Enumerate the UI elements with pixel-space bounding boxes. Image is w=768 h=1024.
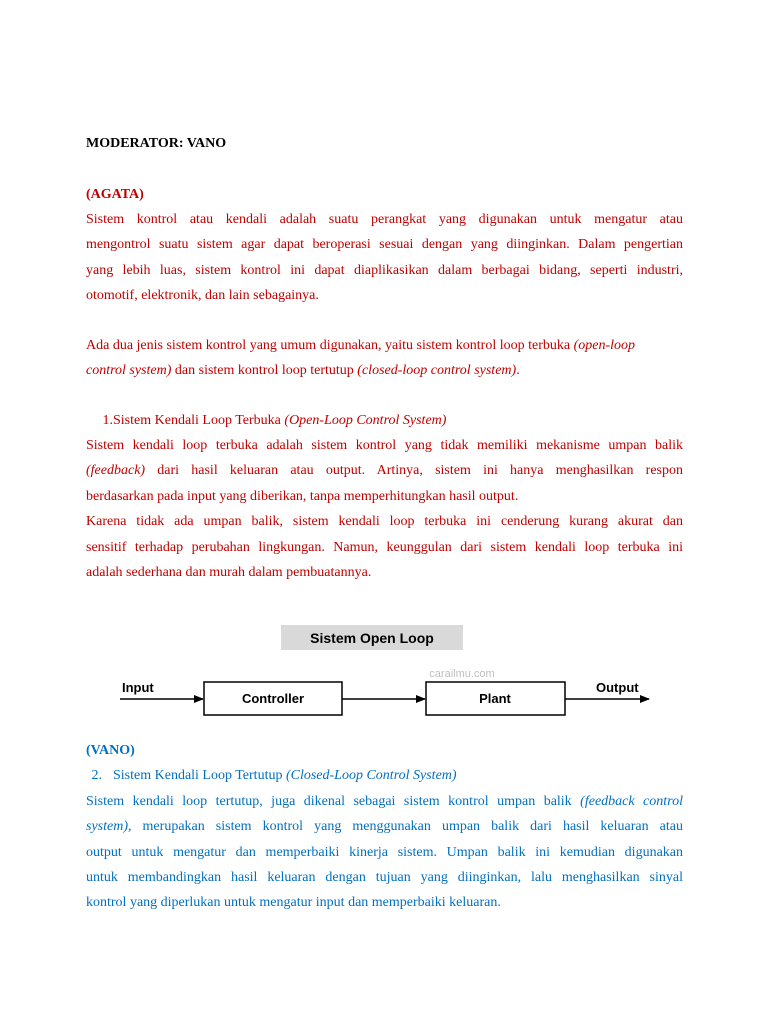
text-run: Sistem kendali loop tertutup, juga dikenal sebagai sistem kontrol umpan balik (86, 794, 581, 809)
plant-label: Plant (479, 691, 511, 706)
text-run: . (516, 363, 520, 378)
agata-paragraph-1-line: yang lebih luas, sistem kontrol ini dapat diaplikasikan dalam berbagai bidang, seperti industri, (86, 263, 683, 278)
agata-paragraph-3-line: berdasarkan pada input yang diberikan, tanpa memperhitungkan hasil output. (86, 489, 519, 504)
list-item-title: Sistem Kendali Loop Tertutup (113, 768, 286, 783)
italic-term: (feedback control (580, 794, 683, 809)
italic-term: system) (86, 819, 128, 834)
controller-label: Controller (241, 691, 305, 706)
agata-paragraph-4-line: Karena tidak ada umpan balik, sistem kendali loop terbuka ini cenderung kurang akurat dan (86, 514, 683, 529)
text-run: Ada dua jenis sistem kontrol yang umum digunakan, yaitu sistem kontrol loop terbuka (86, 338, 574, 353)
input-label: Input (122, 680, 154, 695)
vano-paragraph-line: output untuk mengatur dan memperbaiki kinerja sistem. Umpan balik ini kemudian digunakan (86, 845, 683, 860)
italic-term: (feedback) (86, 463, 146, 478)
diagram-title: Sistem Open Loop (310, 630, 434, 646)
list-number: 2. (91, 768, 102, 783)
text-run: , merupakan sistem kontrol yang menggunakan umpan balik dari hasil keluaran atau (128, 819, 683, 834)
agata-paragraph-1-line: mengontrol suatu sistem agar dapat beroperasi sesuai dengan yang diinginkan. Dalam pengertian (86, 237, 683, 252)
vano-paragraph-line: kontrol yang diperlukan untuk mengatur input dan memperbaiki keluaran. (86, 895, 501, 910)
italic-term: (closed-loop control system) (357, 363, 517, 378)
agata-paragraph-3-line: Sistem kendali loop terbuka adalah sistem kontrol yang tidak memiliki mekanisme umpan balik (86, 438, 683, 453)
list-item-title: Sistem Kendali Loop Terbuka (113, 413, 285, 428)
moderator-heading: MODERATOR: VANO (86, 136, 227, 151)
italic-term: (Closed-Loop Control System) (285, 768, 457, 783)
italic-term: control system) (86, 363, 172, 378)
agata-paragraph-4-line: adalah sederhana dan murah dalam pembuatannya. (86, 565, 372, 580)
italic-term: (open-loop (573, 338, 636, 353)
vano-paragraph-line: untuk membandingkan hasil keluaran dengan tujuan yang diinginkan, lalu menghasilkan sinyal (86, 870, 683, 885)
agata-paragraph-4-line: sensitif terhadap perubahan lingkungan. Namun, keunggulan dari sistem kendali loop terbuka ini (86, 540, 683, 555)
text-run: dari hasil keluaran atau output. Artinya, sistem ini hanya menghasilkan respon (145, 463, 683, 478)
agata-paragraph-1-line: otomotif, elektronik, dan lain sebagainya. (86, 288, 319, 303)
speaker-agata: (AGATA) (86, 187, 144, 202)
watermark: carailmu.com (429, 668, 495, 680)
output-label: Output (596, 680, 639, 695)
italic-term: (Open-Loop Control System) (284, 413, 447, 428)
speaker-vano: (VANO) (86, 743, 135, 758)
agata-paragraph-1-line: Sistem kontrol atau kendali adalah suatu perangkat yang digunakan untuk mengatur atau (86, 212, 683, 227)
text-run: dan sistem kontrol loop tertutup (171, 363, 358, 378)
list-number: 1. (102, 413, 113, 428)
